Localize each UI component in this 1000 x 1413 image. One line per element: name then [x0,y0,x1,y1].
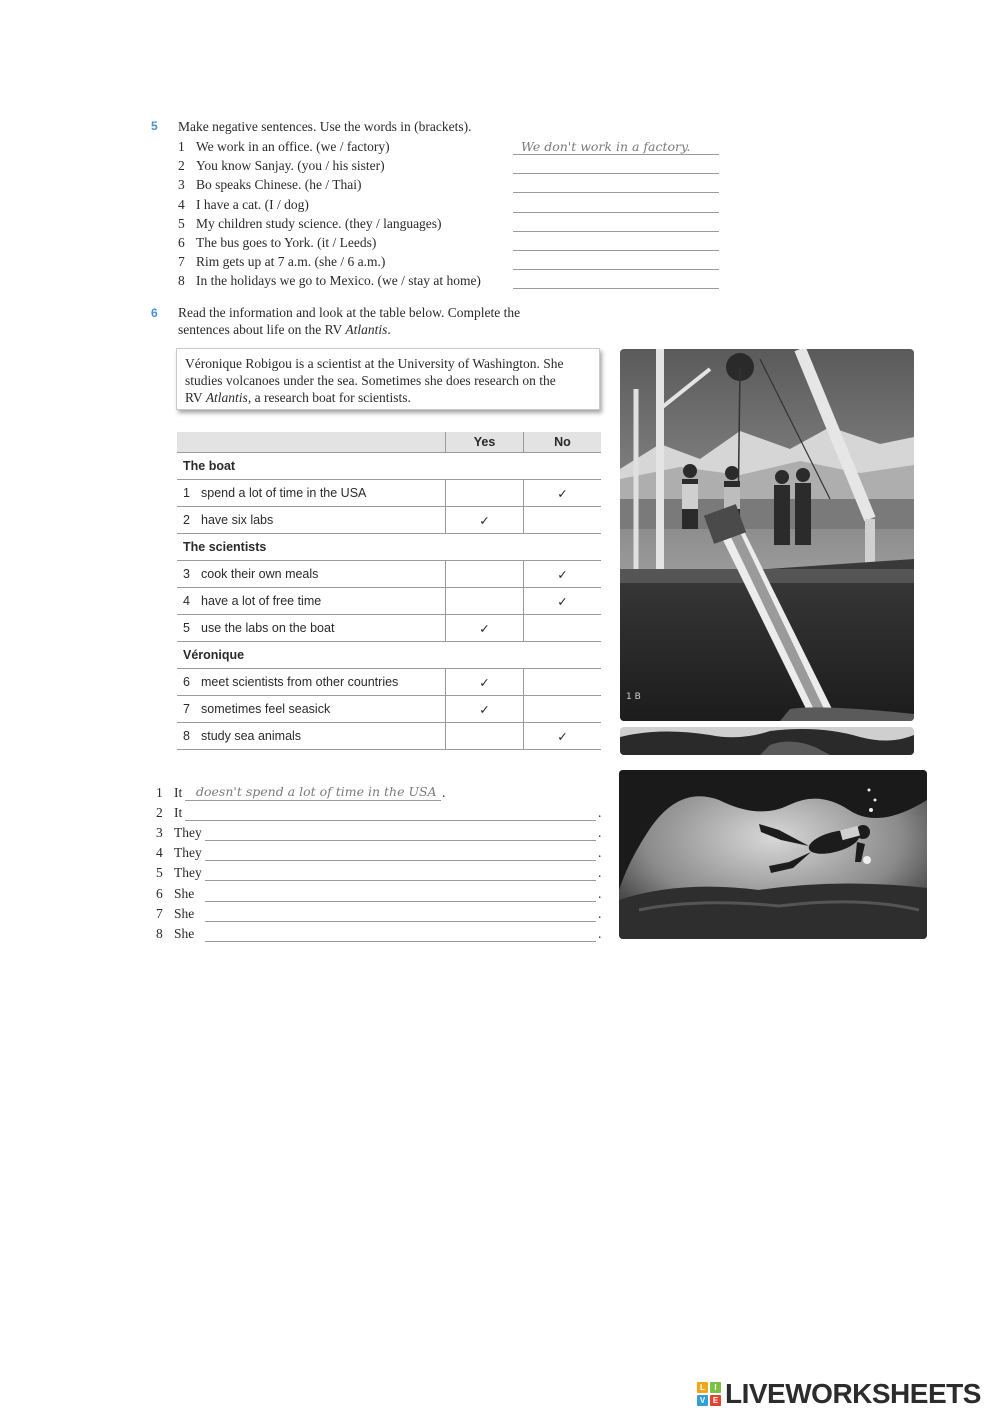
sentence-answer-line[interactable] [205,906,596,922]
item-prompt: In the holidays we go to Mexico. (we / stay at home) [196,273,481,289]
table-row [177,588,601,615]
item-number: 7 [178,254,185,270]
row-label [183,480,366,506]
answer-line[interactable] [513,232,719,251]
exercise-5-item [178,214,442,233]
row-label [183,588,321,614]
answer-line[interactable] [513,270,719,289]
answer-text: We don't work in a factory. [521,139,691,154]
item-prompt: We work in an office. (we / factory) [196,139,390,154]
sentence-answer-line[interactable] [205,845,596,861]
answer-line[interactable] [513,194,719,213]
research-ship-photo [620,349,914,721]
sentence-subject: They [174,865,202,881]
table-section-row [177,534,601,561]
item-number: 3 [178,177,185,193]
answer-line[interactable] [513,136,719,155]
yes-cell [445,588,523,614]
row-number: 2 [183,513,190,527]
liveworksheets-logo [697,1378,981,1410]
table-row [177,669,601,696]
sentence-end-dot: . [598,885,602,901]
sentence-end-dot: . [598,905,602,921]
sentence-answer-line[interactable] [205,926,596,942]
table-section-row [177,642,601,669]
section-title: Véronique [183,648,245,662]
sentence-answer-line[interactable] [205,865,596,881]
exercise-5-item [178,252,385,271]
sentence-number: 8 [156,925,163,941]
exercise-5-number: 5 [151,119,158,133]
sentence-answer: doesn't spend a lot of time in the USA [196,784,437,799]
table-row [177,615,601,642]
item-prompt: The bus goes to York. (it / Leeds) [196,235,377,250]
row-label [183,561,318,587]
rock-strip-photo [620,727,914,755]
row-number: 3 [183,567,190,581]
instruction-line-2-italic: Atlantis [345,322,388,337]
row-number: 5 [183,621,190,635]
sentence-number: 7 [156,905,163,921]
row-text: use the labs on the boat [201,621,335,635]
row-number: 1 [183,486,190,500]
item-number: 8 [178,273,185,289]
yes-cell [445,723,523,749]
info-line-3-pre: RV [185,390,206,405]
row-label [183,615,334,641]
table-row [177,696,601,723]
answer-line[interactable] [513,155,719,174]
sentence-number: 3 [156,825,163,841]
row-text: have six labs [201,513,274,527]
exercise-5-item [178,271,481,290]
logo-letter: E [710,1395,721,1406]
row-text: sometimes feel seasick [201,702,331,716]
info-box [176,348,600,410]
sentence-answer-line[interactable] [205,886,596,902]
instruction-line-2-pre: sentences about life on the RV [178,322,346,337]
sentence-subject: They [174,845,202,861]
row-text: spend a lot of time in the USA [201,486,367,500]
table-row [177,507,601,534]
no-cell: ✓ [523,480,601,506]
exercise-5-item [178,233,376,252]
info-line-3-italic: Atlantis [205,390,248,405]
table-row [177,561,601,588]
header-no: No [523,432,601,452]
yes-cell [445,480,523,506]
row-text: meet scientists from other countries [201,675,399,689]
item-prompt: Rim gets up at 7 a.m. (she / 6 a.m.) [196,254,386,270]
item-prompt: You know Sanjay. (you / his sister) [196,158,385,174]
sentence-subject: She [174,925,195,941]
item-number: 6 [178,235,185,250]
answer-line[interactable] [513,213,719,232]
item-number: 2 [178,158,185,174]
item-prompt: My children study science. (they / languages) [196,215,442,231]
sentence-subject: She [174,905,195,921]
no-cell [523,669,601,695]
exercise-6-number: 6 [151,306,158,320]
instruction-line-2-post: . [387,322,391,337]
sentence-number: 1 [156,785,163,800]
table-row [177,723,601,750]
section-title: The boat [183,459,236,473]
sentence-end-dot: . [598,825,602,841]
sentence-subject: It [174,805,183,821]
sentence-answer-line[interactable] [205,825,596,841]
row-text: study sea animals [201,729,302,743]
table-header-row [177,432,601,453]
logo-letter: L [697,1382,708,1393]
info-line-3-post: , a research boat for scientists. [247,390,411,405]
ship-corner-label: 1 B [626,692,641,702]
no-cell [523,507,601,533]
table-row [177,480,601,507]
info-line-1: Véronique Robigou is a scientist at the University of Washington. She [185,356,564,371]
sentence-number: 5 [156,865,163,881]
row-label [183,696,330,722]
logo-mark [697,1382,721,1406]
header-yes: Yes [445,432,523,452]
exercise-5-item [178,195,309,214]
row-text: cook their own meals [201,567,319,581]
row-label [183,669,398,695]
yes-cell [445,561,523,587]
info-line-2: studies volcanoes under the sea. Sometimes she does research on the [185,373,556,388]
exercise-6-instruction [178,304,578,338]
sentence-end-dot: . [598,805,602,821]
sentence-number: 4 [156,845,163,861]
row-number: 6 [183,675,190,689]
sentence-end-dot: . [598,845,602,861]
no-cell [523,615,601,641]
sentence-subject: It [174,785,183,800]
no-cell: ✓ [523,561,601,587]
exercise-5-item [178,156,385,175]
item-prompt: I have a cat. (I / dog) [196,196,309,212]
diver-photo [619,770,927,939]
answer-line[interactable] [513,174,719,193]
yes-cell: ✓ [445,696,523,722]
sentence-number: 6 [156,885,163,901]
logo-letter: I [710,1382,721,1393]
row-text: have a lot of free time [201,594,322,608]
sentence-end-dot: . [442,785,446,800]
table-section-row [177,453,601,480]
sentence-subject: They [174,825,202,841]
row-label [183,507,273,533]
section-title: The scientists [183,540,267,554]
sentence-subject: She [174,885,195,901]
no-cell [523,696,601,722]
answer-line[interactable] [513,251,719,270]
yes-cell: ✓ [445,615,523,641]
logo-text: LIVEWORKSHEETS [725,1378,981,1409]
yes-cell: ✓ [445,507,523,533]
row-number: 4 [183,594,190,608]
row-number: 7 [183,702,190,716]
logo-letter: V [697,1395,708,1406]
yes-cell: ✓ [445,669,523,695]
no-cell: ✓ [523,723,601,749]
no-cell: ✓ [523,588,601,614]
sentence-number: 2 [156,805,163,821]
exercise-5-instruction: Make negative sentences. Use the words in (brackets). [178,119,472,134]
exercise-5-item [178,137,390,156]
exercise-5-item [178,175,361,194]
row-label [183,723,301,749]
item-number: 1 [178,139,185,154]
row-number: 8 [183,729,190,743]
instruction-line-1: Read the information and look at the table below. Complete the [178,305,521,320]
item-number: 4 [178,196,185,212]
item-number: 5 [178,215,185,231]
sentence-end-dot: . [598,865,602,881]
sentence-end-dot: . [598,925,602,941]
atlantis-table [177,432,601,750]
item-prompt: Bo speaks Chinese. (he / Thai) [196,177,362,193]
sentence-answer-line[interactable] [185,805,596,821]
